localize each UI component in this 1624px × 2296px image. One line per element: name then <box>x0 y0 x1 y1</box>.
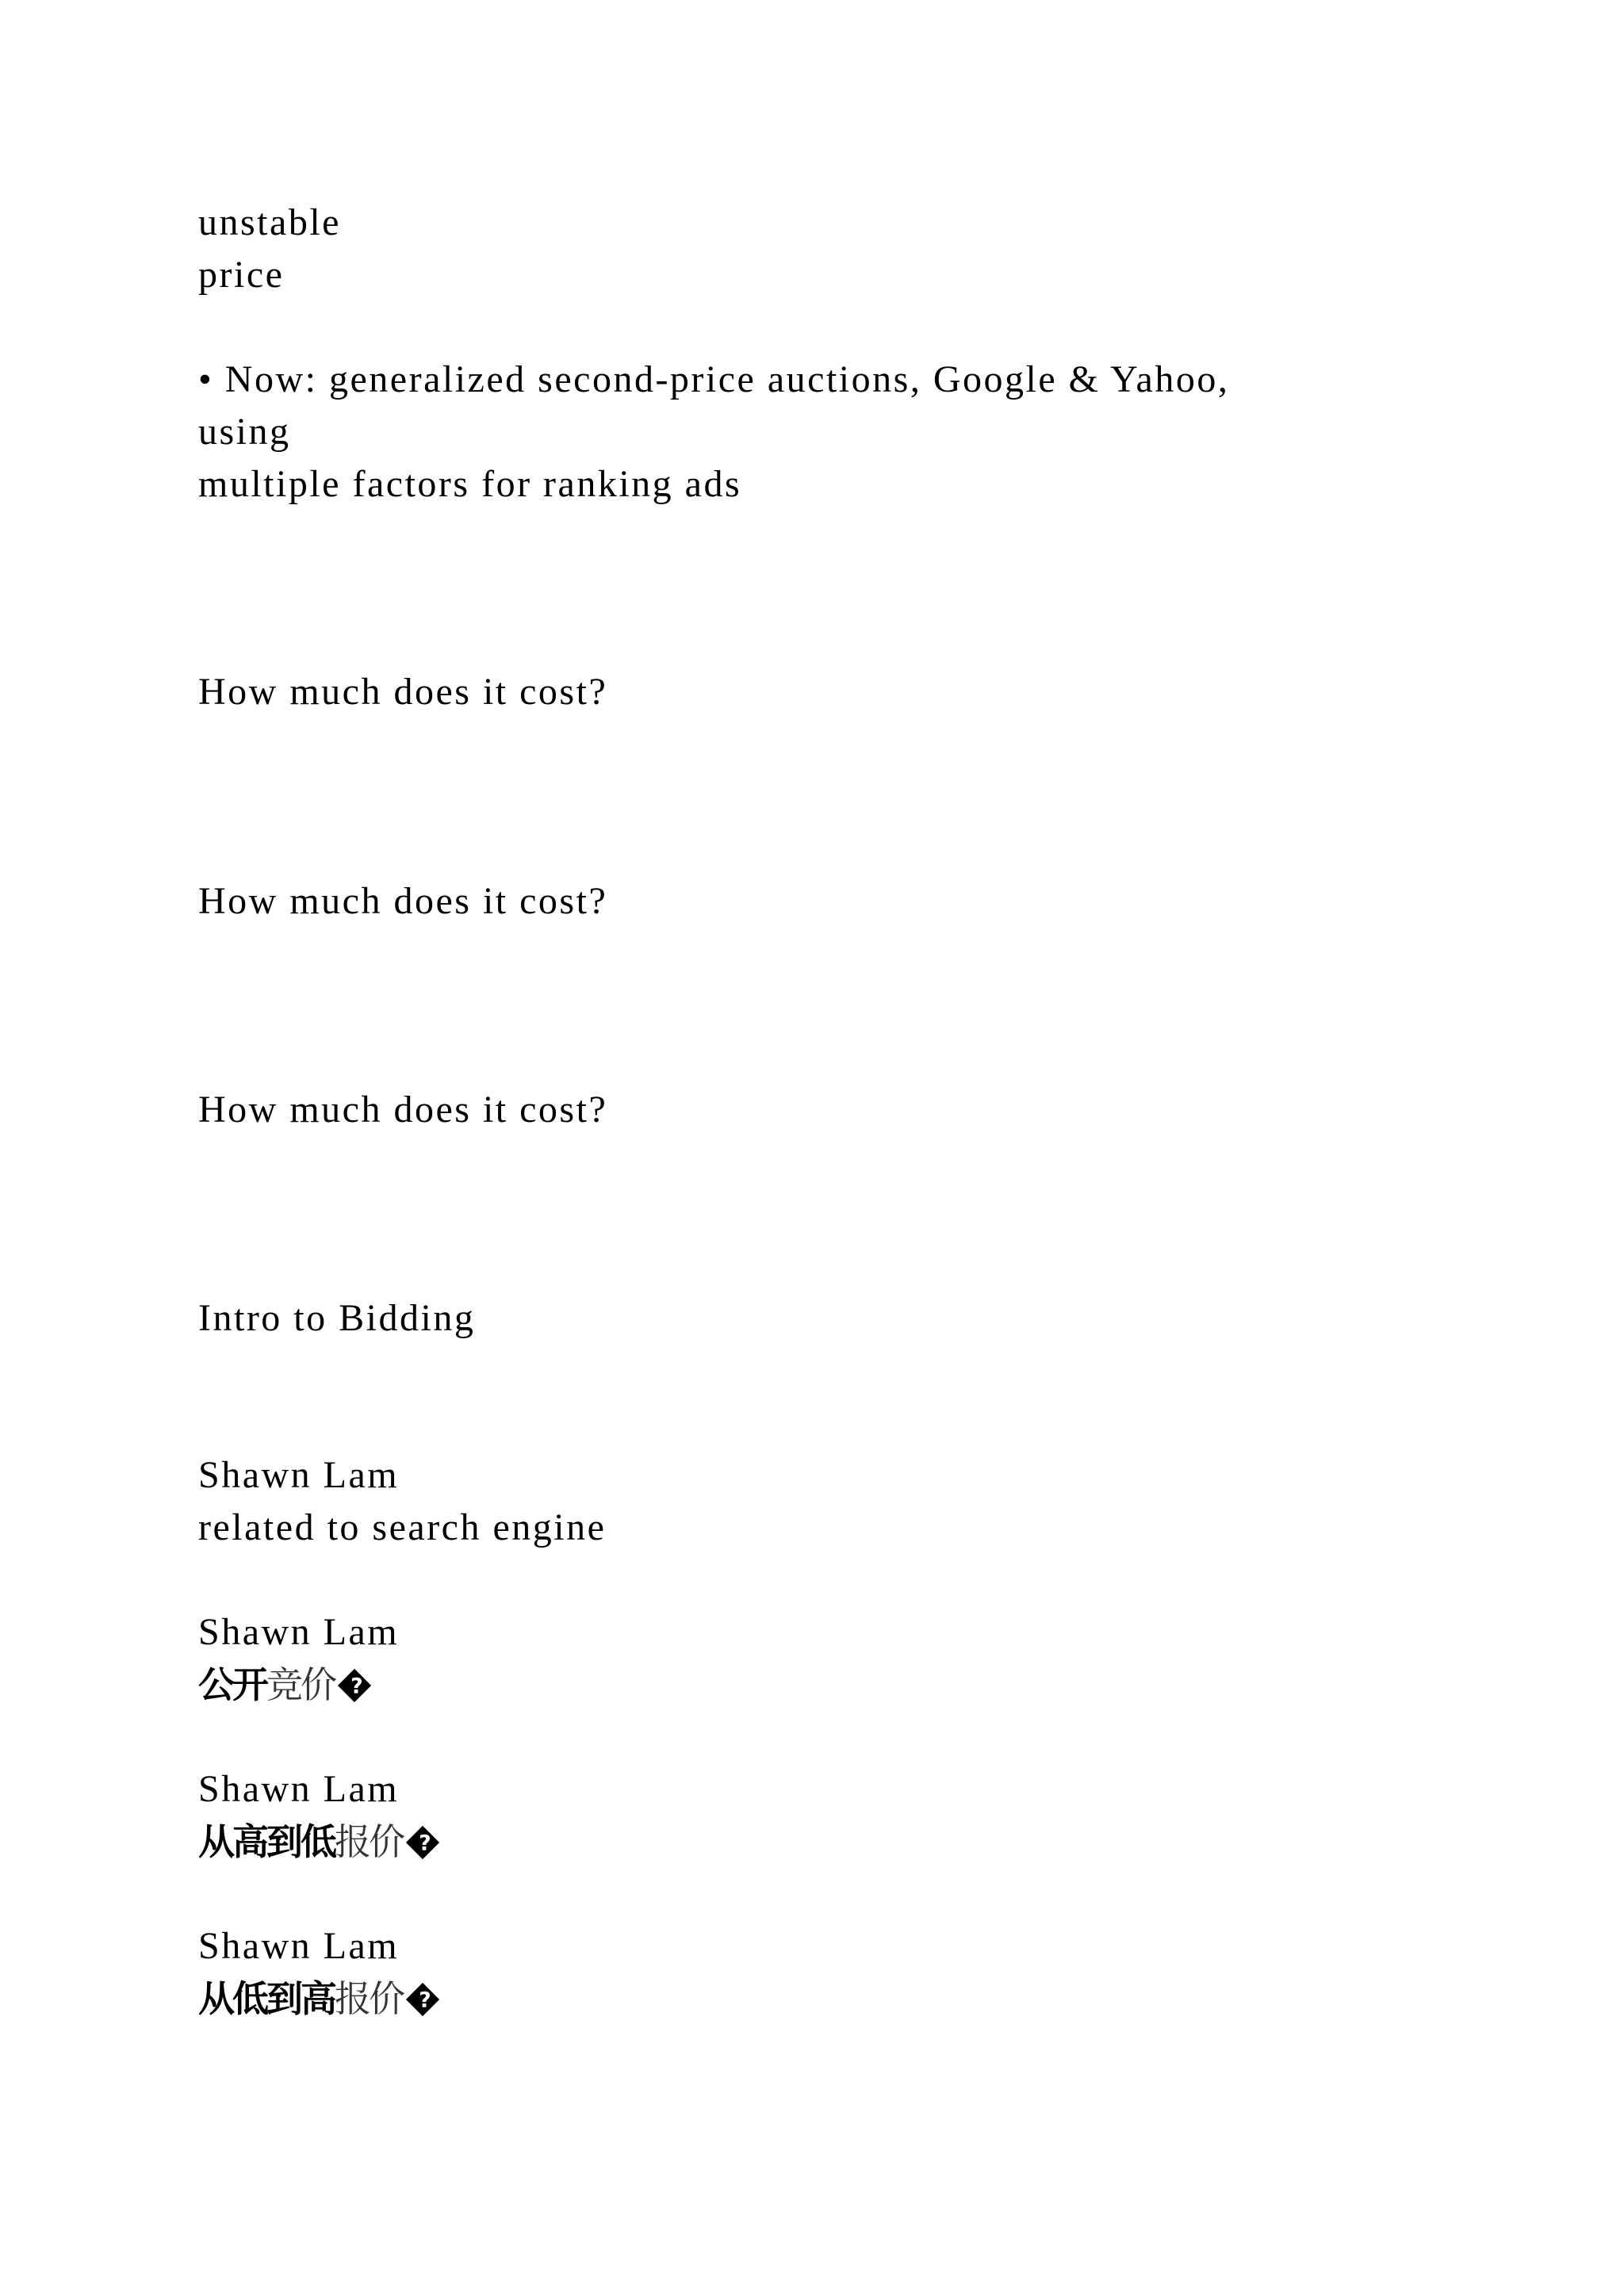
text-line: How much does it cost? <box>198 1089 608 1131</box>
cjk-light-text: 报价 <box>335 1977 403 2020</box>
cjk-bold-text: 从高到低 <box>198 1820 335 1863</box>
cjk-light-text: 报价 <box>335 1820 403 1863</box>
text-line: How much does it cost? <box>198 671 608 713</box>
cjk-bold-text: 从低到高 <box>198 1977 335 2020</box>
author-line: Shawn Lam <box>198 1768 400 1810</box>
replacement-character-icon <box>336 1667 373 1704</box>
replacement-character-icon <box>404 1824 441 1861</box>
author-line: Shawn Lam <box>198 1611 400 1653</box>
cjk-bold-text: 公开 <box>198 1663 266 1706</box>
text-line: using <box>198 411 291 453</box>
heading-how-much-does-it-cost-3 <box>198 1084 607 1136</box>
heading-intro-to-bidding <box>198 1292 475 1345</box>
author-line: Shawn Lam <box>198 1925 400 1967</box>
replacement-character-icon <box>404 1981 441 2018</box>
text-block-shawn-lam-search-engine <box>198 1449 606 1554</box>
text-line: related to search engine <box>198 1506 607 1548</box>
cjk-text-line <box>198 1973 441 2025</box>
text-line: multiple factors for ranking ads <box>198 463 742 505</box>
cjk-light-text: 竞价 <box>266 1663 335 1706</box>
text-line: How much does it cost? <box>198 880 608 922</box>
heading-how-much-does-it-cost-2 <box>198 875 607 928</box>
heading-how-much-does-it-cost-1 <box>198 666 607 718</box>
svg-text:?: ? <box>350 1674 358 1699</box>
svg-text:?: ? <box>419 1988 427 2013</box>
text-line: price <box>198 254 285 296</box>
text-block-shawn-lam-high-to-low <box>198 1763 441 1868</box>
text-block-shawn-lam-open-bidding <box>198 1606 399 1711</box>
text-line: • Now: generalized second-price auctions, Google & Yahoo, <box>198 358 1230 400</box>
text-line: unstable <box>198 201 341 243</box>
text-block-generalized-second-price <box>198 354 1229 511</box>
text-block-shawn-lam-low-to-high <box>198 1920 441 2025</box>
text-line: Intro to Bidding <box>198 1297 476 1339</box>
cjk-text-line <box>198 1816 441 1868</box>
text-block-unstable-price <box>198 197 341 301</box>
author-line: Shawn Lam <box>198 1454 400 1496</box>
cjk-text-line <box>198 1659 399 1711</box>
svg-text:?: ? <box>419 1831 427 1856</box>
